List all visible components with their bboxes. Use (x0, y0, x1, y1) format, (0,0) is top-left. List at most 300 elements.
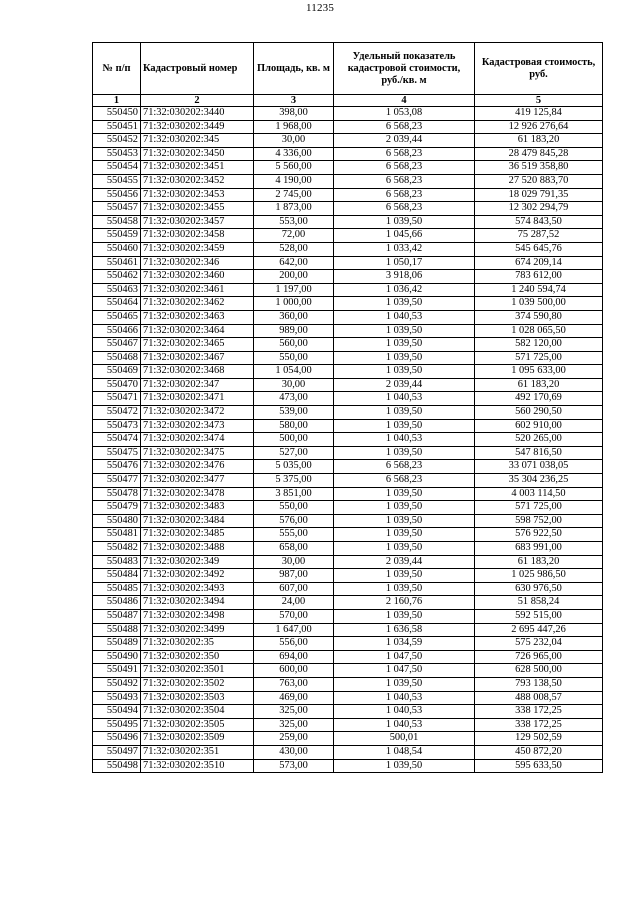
area-value: 763,00 (254, 677, 334, 691)
cost-value: 419 125,84 (475, 107, 603, 121)
cost-value: 12 926 276,64 (475, 120, 603, 134)
rate-value: 1 039,50 (334, 514, 475, 528)
row-number: 550484 (93, 569, 141, 583)
row-number: 550460 (93, 242, 141, 256)
area-value: 658,00 (254, 542, 334, 556)
cost-value: 1 028 065,50 (475, 324, 603, 338)
area-value: 539,00 (254, 406, 334, 420)
cost-value: 598 752,00 (475, 514, 603, 528)
row-number: 550486 (93, 596, 141, 610)
row-number: 550479 (93, 501, 141, 515)
cadastral-number: 71:32:030202:3483 (141, 501, 254, 515)
area-value: 1 000,00 (254, 297, 334, 311)
cadastral-number: 71:32:030202:3499 (141, 623, 254, 637)
area-value: 570,00 (254, 609, 334, 623)
cost-value: 726 965,00 (475, 650, 603, 664)
area-value: 607,00 (254, 582, 334, 596)
area-value: 1 054,00 (254, 365, 334, 379)
cost-value: 450 872,20 (475, 745, 603, 759)
cost-value: 374 590,80 (475, 310, 603, 324)
rate-value: 6 568,23 (334, 161, 475, 175)
row-number: 550464 (93, 297, 141, 311)
area-value: 528,00 (254, 242, 334, 256)
area-value: 3 851,00 (254, 487, 334, 501)
area-value: 989,00 (254, 324, 334, 338)
area-value: 1 873,00 (254, 202, 334, 216)
row-number: 550462 (93, 270, 141, 284)
cadastral-number: 71:32:030202:3452 (141, 174, 254, 188)
table-row (93, 487, 603, 501)
row-number: 550497 (93, 745, 141, 759)
column-number: 1 (93, 95, 141, 107)
rate-value: 2 039,44 (334, 555, 475, 569)
cadastral-number: 71:32:030202:3478 (141, 487, 254, 501)
cadastral-number: 71:32:030202:3501 (141, 664, 254, 678)
rate-value: 1 039,50 (334, 528, 475, 542)
column-number: 2 (141, 95, 254, 107)
rate-value: 6 568,23 (334, 174, 475, 188)
rate-value: 1 039,50 (334, 569, 475, 583)
cadastral-number: 71:32:030202:3492 (141, 569, 254, 583)
header-cost: Кадастровая стоимость, руб. (475, 43, 603, 95)
cadastral-number: 71:32:030202:3509 (141, 732, 254, 746)
rate-value: 1 050,17 (334, 256, 475, 270)
row-number: 550474 (93, 433, 141, 447)
table-row (93, 637, 603, 651)
cadastral-number: 71:32:030202:3460 (141, 270, 254, 284)
table-row (93, 664, 603, 678)
row-number: 550450 (93, 107, 141, 121)
rate-value: 6 568,23 (334, 460, 475, 474)
table-row (93, 392, 603, 406)
table-header-row (93, 43, 603, 95)
cost-value: 61 183,20 (475, 378, 603, 392)
area-value: 1 968,00 (254, 120, 334, 134)
row-number: 550487 (93, 609, 141, 623)
cost-value: 592 515,00 (475, 609, 603, 623)
row-number: 550494 (93, 705, 141, 719)
area-value: 573,00 (254, 759, 334, 773)
table-row (93, 732, 603, 746)
area-value: 200,00 (254, 270, 334, 284)
area-value: 500,00 (254, 433, 334, 447)
cadastral-number: 71:32:030202:346 (141, 256, 254, 270)
table-row (93, 718, 603, 732)
table-row (93, 120, 603, 134)
cost-value: 51 858,24 (475, 596, 603, 610)
table-row (93, 324, 603, 338)
cadastral-number: 71:32:030202:3503 (141, 691, 254, 705)
cost-value: 582 120,00 (475, 338, 603, 352)
rate-value: 1 047,50 (334, 650, 475, 664)
cadastral-number: 71:32:030202:345 (141, 134, 254, 148)
cadastral-number: 71:32:030202:3472 (141, 406, 254, 420)
cost-value: 783 612,00 (475, 270, 603, 284)
cadastral-number: 71:32:030202:3467 (141, 351, 254, 365)
cadastral-number: 71:32:030202:3451 (141, 161, 254, 175)
cost-value: 545 645,76 (475, 242, 603, 256)
cost-value: 75 287,52 (475, 229, 603, 243)
area-value: 555,00 (254, 528, 334, 542)
row-number: 550458 (93, 215, 141, 229)
table-row (93, 474, 603, 488)
row-number: 550456 (93, 188, 141, 202)
header-cadastral-number: Кадастровый номер (141, 43, 254, 95)
table-row (93, 256, 603, 270)
area-value: 1 647,00 (254, 623, 334, 637)
area-value: 527,00 (254, 446, 334, 460)
rate-value: 1 636,58 (334, 623, 475, 637)
rate-value: 1 039,50 (334, 446, 475, 460)
row-number: 550476 (93, 460, 141, 474)
table-row (93, 759, 603, 773)
rate-value: 1 040,53 (334, 310, 475, 324)
cost-value: 338 172,25 (475, 705, 603, 719)
rate-value: 1 039,50 (334, 365, 475, 379)
table-row (93, 446, 603, 460)
row-number: 550453 (93, 147, 141, 161)
cost-value: 4 003 114,50 (475, 487, 603, 501)
row-number: 550478 (93, 487, 141, 501)
cadastral-number: 71:32:030202:3440 (141, 107, 254, 121)
cadastral-number: 71:32:030202:3485 (141, 528, 254, 542)
area-value: 473,00 (254, 392, 334, 406)
rate-value: 1 053,08 (334, 107, 475, 121)
cadastral-number: 71:32:030202:3510 (141, 759, 254, 773)
row-number: 550488 (93, 623, 141, 637)
table-row (93, 365, 603, 379)
area-value: 600,00 (254, 664, 334, 678)
area-value: 325,00 (254, 705, 334, 719)
table-row (93, 596, 603, 610)
rate-value: 2 160,76 (334, 596, 475, 610)
area-value: 556,00 (254, 637, 334, 651)
table-row (93, 229, 603, 243)
row-number: 550473 (93, 419, 141, 433)
cost-value: 36 519 358,80 (475, 161, 603, 175)
cost-value: 18 029 791,35 (475, 188, 603, 202)
table-row (93, 283, 603, 297)
row-number: 550472 (93, 406, 141, 420)
cadastral-number: 71:32:030202:3498 (141, 609, 254, 623)
area-value: 30,00 (254, 555, 334, 569)
cost-value: 338 172,25 (475, 718, 603, 732)
area-value: 72,00 (254, 229, 334, 243)
row-number: 550491 (93, 664, 141, 678)
row-number: 550475 (93, 446, 141, 460)
table-row (93, 215, 603, 229)
rate-value: 6 568,23 (334, 147, 475, 161)
rate-value: 6 568,23 (334, 120, 475, 134)
cadastral-number: 71:32:030202:3459 (141, 242, 254, 256)
table-row (93, 569, 603, 583)
row-number: 550471 (93, 392, 141, 406)
area-value: 430,00 (254, 745, 334, 759)
table-row (93, 528, 603, 542)
rate-value: 1 039,50 (334, 582, 475, 596)
cost-value: 28 479 845,28 (475, 147, 603, 161)
cadastral-number: 71:32:030202:3505 (141, 718, 254, 732)
cost-value: 492 170,69 (475, 392, 603, 406)
cadastral-number: 71:32:030202:3493 (141, 582, 254, 596)
cost-value: 602 910,00 (475, 419, 603, 433)
table-row (93, 338, 603, 352)
table-row (93, 542, 603, 556)
cadastral-number: 71:32:030202:349 (141, 555, 254, 569)
table-row (93, 419, 603, 433)
table-row (93, 161, 603, 175)
header-num: № п/п (93, 43, 141, 95)
cadastral-number: 71:32:030202:3463 (141, 310, 254, 324)
table-row (93, 202, 603, 216)
cost-value: 61 183,20 (475, 555, 603, 569)
cost-value: 33 071 038,05 (475, 460, 603, 474)
cadastral-number: 71:32:030202:350 (141, 650, 254, 664)
area-value: 259,00 (254, 732, 334, 746)
cost-value: 630 976,50 (475, 582, 603, 596)
rate-value: 1 048,54 (334, 745, 475, 759)
cadastral-number: 71:32:030202:3461 (141, 283, 254, 297)
rate-value: 1 039,50 (334, 215, 475, 229)
row-number: 550498 (93, 759, 141, 773)
cost-value: 488 008,57 (475, 691, 603, 705)
cadastral-number: 71:32:030202:3457 (141, 215, 254, 229)
table-row (93, 745, 603, 759)
cadastral-number: 71:32:030202:3464 (141, 324, 254, 338)
area-value: 30,00 (254, 134, 334, 148)
table-row (93, 188, 603, 202)
table-body (93, 107, 603, 773)
cadastral-number: 71:32:030202:3494 (141, 596, 254, 610)
row-number: 550463 (93, 283, 141, 297)
table-row (93, 433, 603, 447)
area-value: 5 035,00 (254, 460, 334, 474)
area-value: 550,00 (254, 501, 334, 515)
row-number: 550468 (93, 351, 141, 365)
cost-value: 571 725,00 (475, 351, 603, 365)
cadastral-number: 71:32:030202:3477 (141, 474, 254, 488)
table-row (93, 297, 603, 311)
row-number: 550495 (93, 718, 141, 732)
cadastral-table (92, 42, 603, 773)
cadastral-number: 71:32:030202:3475 (141, 446, 254, 460)
area-value: 694,00 (254, 650, 334, 664)
cadastral-number: 71:32:030202:3488 (141, 542, 254, 556)
table-row (93, 242, 603, 256)
area-value: 30,00 (254, 378, 334, 392)
table-row (93, 514, 603, 528)
table-row (93, 582, 603, 596)
rate-value: 1 039,50 (334, 487, 475, 501)
area-value: 987,00 (254, 569, 334, 583)
rate-value: 1 039,50 (334, 338, 475, 352)
row-number: 550489 (93, 637, 141, 651)
cadastral-number: 71:32:030202:3473 (141, 419, 254, 433)
cost-value: 571 725,00 (475, 501, 603, 515)
rate-value: 2 039,44 (334, 134, 475, 148)
cadastral-number: 71:32:030202:3504 (141, 705, 254, 719)
rate-value: 1 039,50 (334, 297, 475, 311)
table-row (93, 555, 603, 569)
table-row (93, 501, 603, 515)
rate-value: 1 039,50 (334, 609, 475, 623)
cadastral-number: 71:32:030202:351 (141, 745, 254, 759)
rate-value: 500,01 (334, 732, 475, 746)
rate-value: 1 040,53 (334, 718, 475, 732)
column-number: 4 (334, 95, 475, 107)
cadastral-number: 71:32:030202:3455 (141, 202, 254, 216)
row-number: 550477 (93, 474, 141, 488)
header-area: Площадь, кв. м (254, 43, 334, 95)
cadastral-number: 71:32:030202:347 (141, 378, 254, 392)
area-value: 24,00 (254, 596, 334, 610)
area-value: 469,00 (254, 691, 334, 705)
cost-value: 547 816,50 (475, 446, 603, 460)
row-number: 550469 (93, 365, 141, 379)
row-number: 550459 (93, 229, 141, 243)
area-value: 2 745,00 (254, 188, 334, 202)
cost-value: 1 095 633,00 (475, 365, 603, 379)
cost-value: 560 290,50 (475, 406, 603, 420)
area-value: 560,00 (254, 338, 334, 352)
row-number: 550452 (93, 134, 141, 148)
rate-value: 3 918,06 (334, 270, 475, 284)
cost-value: 12 302 294,79 (475, 202, 603, 216)
rate-value: 1 047,50 (334, 664, 475, 678)
rate-value: 1 036,42 (334, 283, 475, 297)
rate-value: 1 039,50 (334, 501, 475, 515)
table-row (93, 174, 603, 188)
rate-value: 1 033,42 (334, 242, 475, 256)
cadastral-number: 71:32:030202:3468 (141, 365, 254, 379)
row-number: 550457 (93, 202, 141, 216)
cadastral-number: 71:32:030202:3484 (141, 514, 254, 528)
cost-value: 576 922,50 (475, 528, 603, 542)
cost-value: 520 265,00 (475, 433, 603, 447)
area-value: 5 375,00 (254, 474, 334, 488)
rate-value: 1 039,50 (334, 351, 475, 365)
row-number: 550454 (93, 161, 141, 175)
rate-value: 1 039,50 (334, 324, 475, 338)
area-value: 5 560,00 (254, 161, 334, 175)
cost-value: 1 240 594,74 (475, 283, 603, 297)
cost-value: 575 232,04 (475, 637, 603, 651)
row-number: 550455 (93, 174, 141, 188)
cost-value: 1 025 986,50 (475, 569, 603, 583)
rate-value: 1 039,50 (334, 419, 475, 433)
row-number: 550490 (93, 650, 141, 664)
row-number: 550492 (93, 677, 141, 691)
cost-value: 674 209,14 (475, 256, 603, 270)
cadastral-number: 71:32:030202:3474 (141, 433, 254, 447)
rate-value: 1 039,50 (334, 677, 475, 691)
column-number: 3 (254, 95, 334, 107)
row-number: 550481 (93, 528, 141, 542)
area-value: 580,00 (254, 419, 334, 433)
cost-value: 574 843,50 (475, 215, 603, 229)
row-number: 550482 (93, 542, 141, 556)
cadastral-number: 71:32:030202:3471 (141, 392, 254, 406)
cost-value: 628 500,00 (475, 664, 603, 678)
row-number: 550493 (93, 691, 141, 705)
cadastral-number: 71:32:030202:3458 (141, 229, 254, 243)
table-row (93, 378, 603, 392)
row-number: 550483 (93, 555, 141, 569)
area-value: 4 336,00 (254, 147, 334, 161)
area-value: 1 197,00 (254, 283, 334, 297)
cost-value: 1 039 500,00 (475, 297, 603, 311)
rate-value: 6 568,23 (334, 474, 475, 488)
cost-value: 27 520 883,70 (475, 174, 603, 188)
header-rate: Удельный показатель кадастровой стоимости, руб./кв. м (334, 43, 475, 95)
rate-value: 1 040,53 (334, 392, 475, 406)
table-row (93, 623, 603, 637)
table-row (93, 351, 603, 365)
area-value: 642,00 (254, 256, 334, 270)
cadastral-number: 71:32:030202:3462 (141, 297, 254, 311)
column-number-row (93, 95, 603, 107)
row-number: 550496 (93, 732, 141, 746)
table-row (93, 650, 603, 664)
table-row (93, 270, 603, 284)
rate-value: 1 045,66 (334, 229, 475, 243)
row-number: 550451 (93, 120, 141, 134)
row-number: 550467 (93, 338, 141, 352)
row-number: 550470 (93, 378, 141, 392)
column-number: 5 (475, 95, 603, 107)
table-row (93, 705, 603, 719)
cost-value: 2 695 447,26 (475, 623, 603, 637)
page-number: 11235 (305, 2, 335, 14)
row-number: 550485 (93, 582, 141, 596)
cadastral-number: 71:32:030202:3449 (141, 120, 254, 134)
cost-value: 61 183,20 (475, 134, 603, 148)
rate-value: 1 040,53 (334, 433, 475, 447)
row-number: 550461 (93, 256, 141, 270)
cost-value: 683 991,00 (475, 542, 603, 556)
cadastral-number: 71:32:030202:3502 (141, 677, 254, 691)
area-value: 360,00 (254, 310, 334, 324)
cadastral-number: 71:32:030202:3453 (141, 188, 254, 202)
cost-value: 793 138,50 (475, 677, 603, 691)
area-value: 325,00 (254, 718, 334, 732)
row-number: 550465 (93, 310, 141, 324)
cadastral-number: 71:32:030202:3450 (141, 147, 254, 161)
area-value: 550,00 (254, 351, 334, 365)
table-row (93, 107, 603, 121)
row-number: 550466 (93, 324, 141, 338)
table-row (93, 310, 603, 324)
table-row (93, 677, 603, 691)
cost-value: 129 502,59 (475, 732, 603, 746)
rate-value: 1 034,59 (334, 637, 475, 651)
rate-value: 1 039,50 (334, 542, 475, 556)
cost-value: 595 633,50 (475, 759, 603, 773)
row-number: 550480 (93, 514, 141, 528)
area-value: 398,00 (254, 107, 334, 121)
cadastral-number: 71:32:030202:35 (141, 637, 254, 651)
rate-value: 1 039,50 (334, 759, 475, 773)
table-row (93, 460, 603, 474)
cadastral-number: 71:32:030202:3476 (141, 460, 254, 474)
cadastral-number: 71:32:030202:3465 (141, 338, 254, 352)
rate-value: 2 039,44 (334, 378, 475, 392)
area-value: 4 190,00 (254, 174, 334, 188)
rate-value: 1 040,53 (334, 691, 475, 705)
table-row (93, 691, 603, 705)
table-row (93, 134, 603, 148)
table-row (93, 609, 603, 623)
